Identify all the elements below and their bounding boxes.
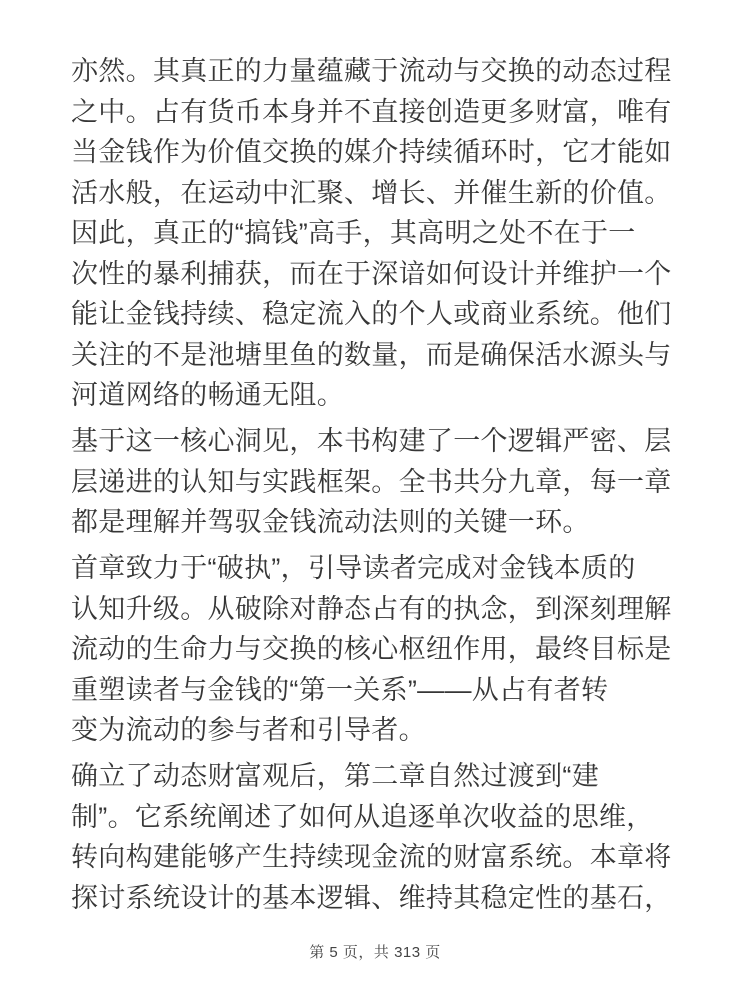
text-line: 次性的暴利捕获，而在于深谙如何设计并维护一个 [71, 258, 672, 289]
text-line: 确立了动态财富观后，第二章自然过渡到“建 [71, 761, 599, 791]
text-line: 转向构建能够产生持续现金流的财富系统。本章将 [71, 842, 672, 872]
paragraph-1 [71, 51, 680, 416]
paragraph-4 [71, 756, 680, 918]
text-line: 变为流动的参与者和引导者。 [71, 715, 426, 745]
text-line: 探讨系统设计的基本逻辑、维持其稳定性的基石， [71, 882, 672, 913]
text-line: 之中。占有货币本身并不直接创造更多财富，唯有 [71, 96, 672, 127]
text-line: 基于这一核心洞见，本书构建了一个逻辑严密、层 [71, 426, 672, 456]
text-line: 流动的生命力与交换的核心枢纽作用，最终目标是 [71, 634, 672, 664]
text-line: 认知升级。从破除对静态占有的执念，到深刻理解 [71, 593, 672, 624]
paragraph-2 [71, 421, 680, 543]
text-line: 因此，真正的“搞钱”高手，其高明之处不在于一 [71, 218, 636, 248]
paragraph-3 [71, 548, 680, 751]
text-line: 首章致力于“破执”，引导读者完成对金钱本质的 [71, 553, 636, 583]
text-line: 能让金钱持续、稳定流入的个人或商业系统。他们 [71, 299, 672, 329]
text-line: 河道网络的畅通无阻。 [71, 380, 344, 410]
page-body-text [71, 51, 680, 924]
text-line: 亦然。其真正的力量蕴藏于流动与交换的动态过程 [71, 56, 672, 86]
text-line: 都是理解并驾驭金钱流动法则的关键一环。 [71, 507, 590, 537]
text-line: 当金钱作为价值交换的媒介持续循环时，它才能如 [71, 137, 672, 167]
text-line: 活水般，在运动中汇聚、增长、并催生新的价值。 [71, 177, 672, 208]
text-line: 关注的不是池塘里鱼的数量，而是确保活水源头与 [71, 339, 672, 370]
text-line: 制”。它系统阐述了如何从追逐单次收益的思维， [71, 801, 654, 832]
text-line: 层递进的认知与实践框架。全书共分九章，每一章 [71, 466, 672, 497]
text-line: 重塑读者与金钱的“第一关系”——从占有者转 [71, 674, 609, 705]
page-number-indicator: 第 5 页，共 313 页 [309, 944, 441, 961]
